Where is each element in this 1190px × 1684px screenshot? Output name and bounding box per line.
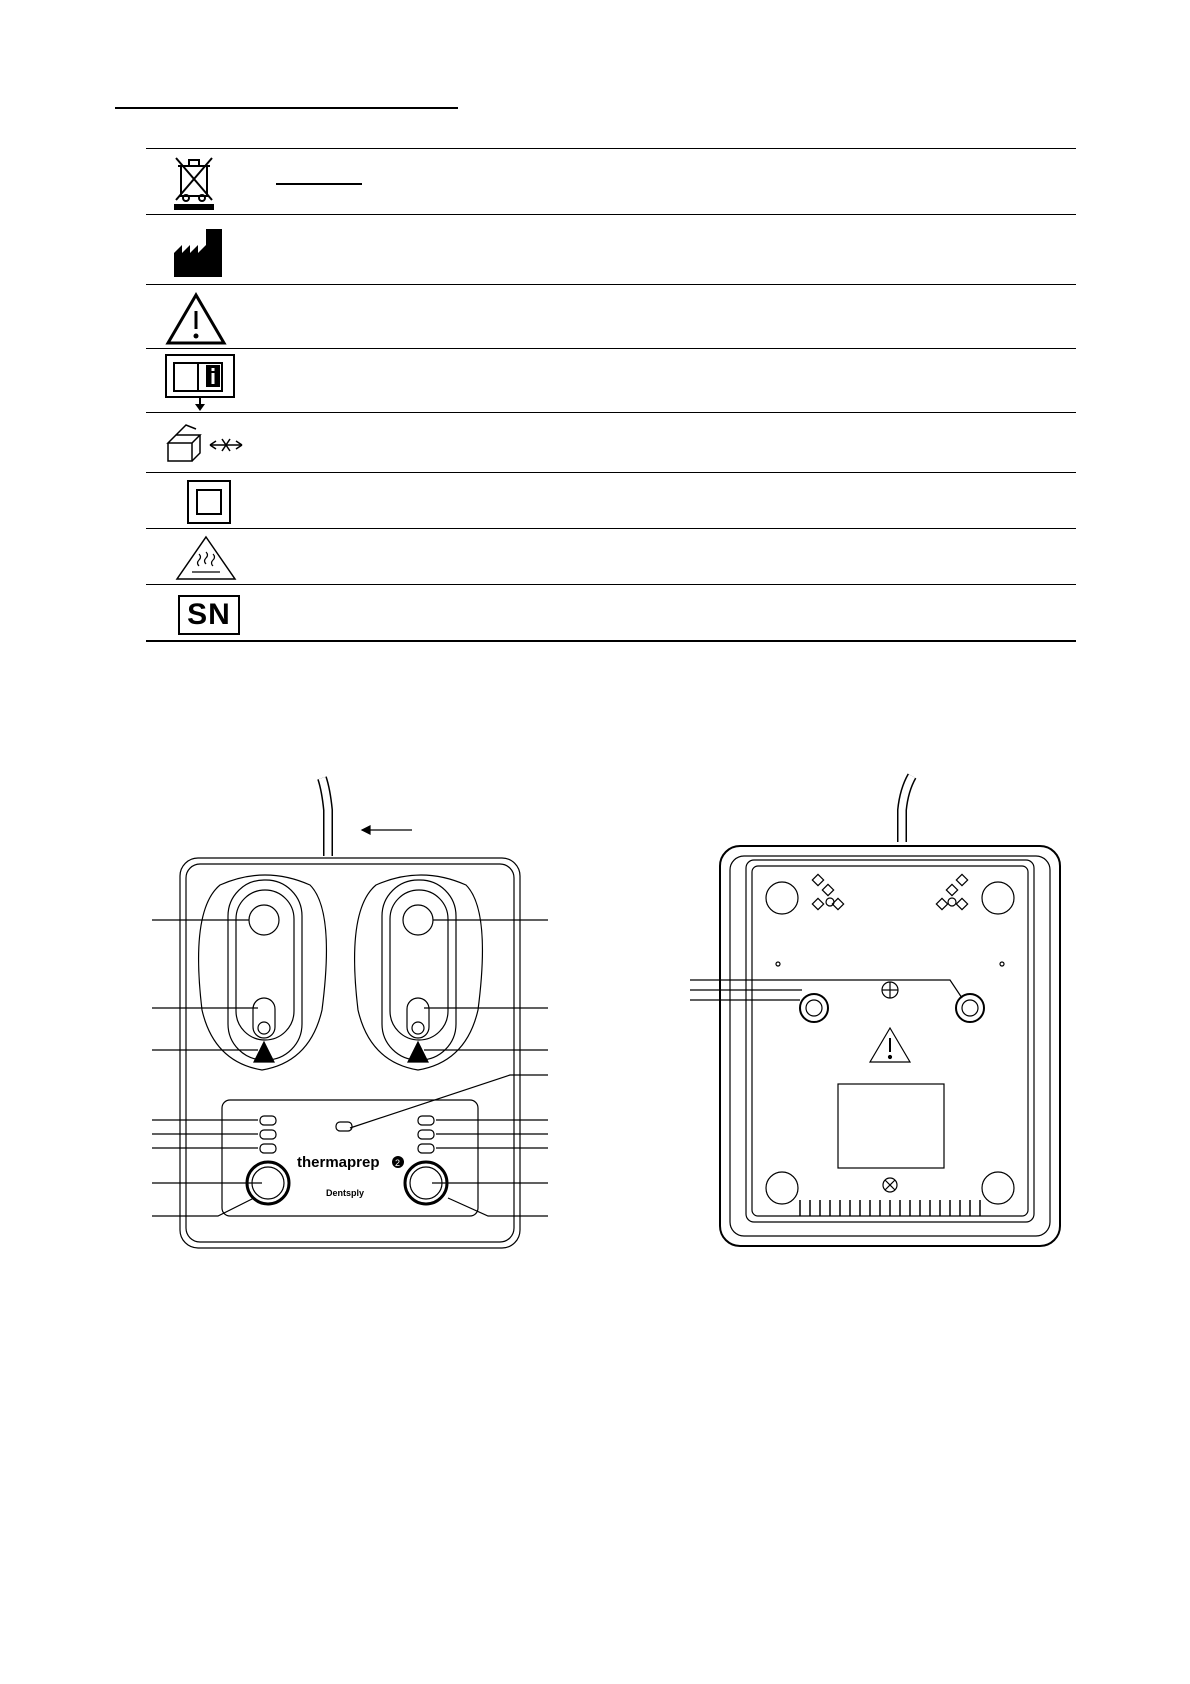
vent-slots — [800, 1200, 980, 1216]
serial-number-icon: SN — [178, 595, 240, 635]
section-heading-underline — [115, 107, 458, 109]
symbol-row-serial — [146, 584, 1076, 641]
class-ii-double-square-icon — [186, 479, 232, 525]
symbol-row-warning — [146, 284, 1076, 349]
manufacturer-factory-icon — [164, 225, 224, 280]
symbol-row-hot-surface — [146, 528, 1076, 585]
brand-suffix: 2 — [395, 1158, 401, 1168]
device-bottom-view-figure — [690, 770, 1090, 1260]
symbol-row-class-ii — [146, 472, 1076, 529]
consult-instructions-icon — [164, 353, 236, 413]
symbols-table-bottom-rule — [146, 640, 1076, 642]
symbol-row-package — [146, 412, 1076, 473]
symbol-row-manufacturer — [146, 214, 1076, 285]
weee-crossed-bin-icon — [164, 152, 224, 212]
warning-triangle-icon — [164, 291, 228, 347]
maker-logo: Dentsply — [326, 1188, 365, 1198]
rating-label-area — [838, 1084, 944, 1168]
symbol-row-instructions — [146, 348, 1076, 413]
symbol-row-weee — [146, 148, 1076, 215]
do-not-stack-package-icon — [164, 423, 254, 467]
device-front-view-figure — [150, 770, 550, 1260]
weee-text-underline — [276, 183, 362, 185]
brand-logo-text: thermaprep — [297, 1154, 380, 1171]
hot-surface-icon — [174, 534, 238, 582]
